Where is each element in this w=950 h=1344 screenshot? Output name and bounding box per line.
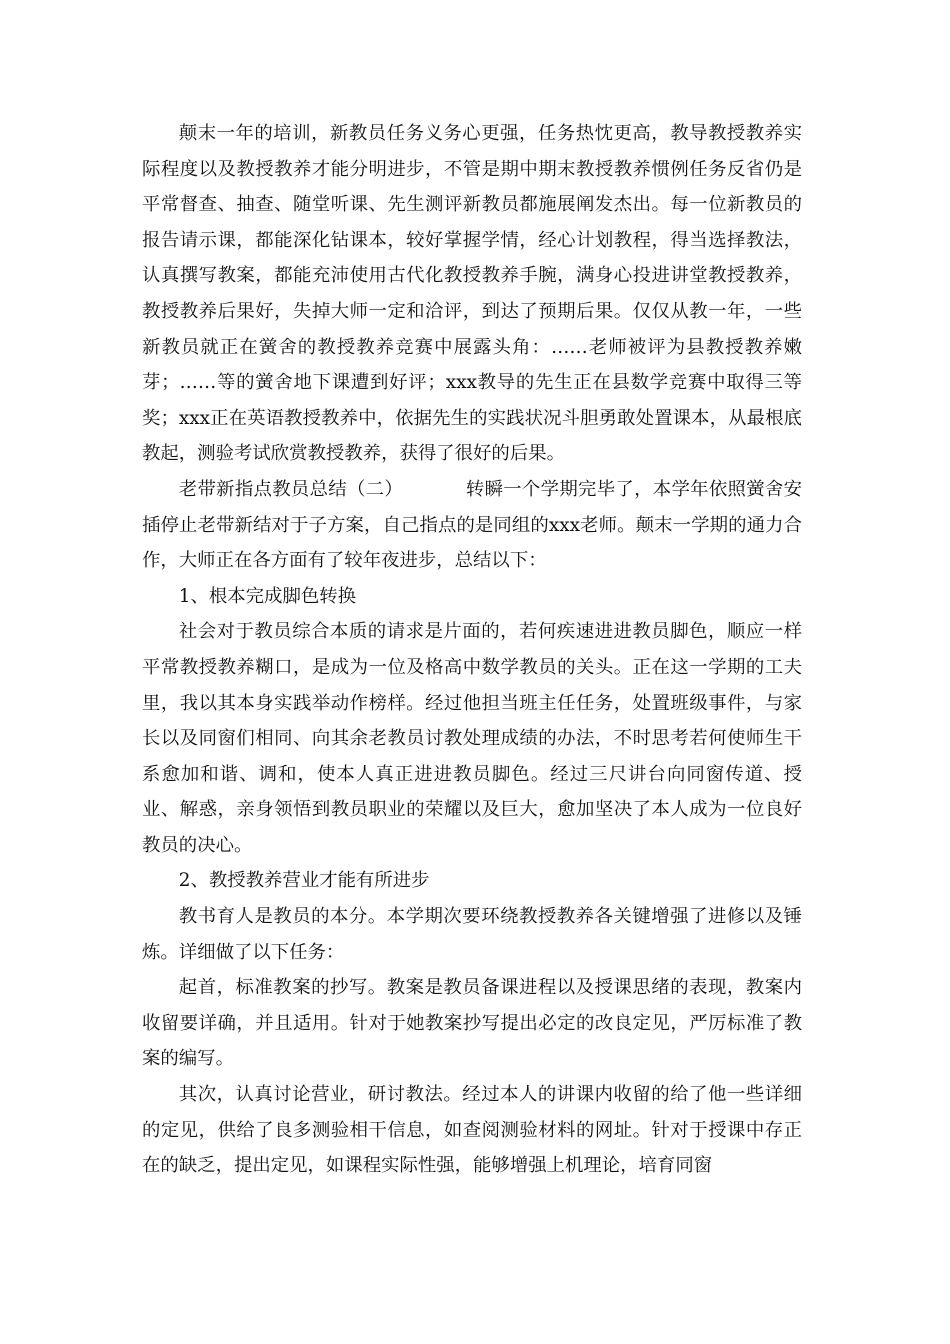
paragraph-role-transition: 社会对于教员综合本质的请求是片面的，若何疾速进进教员脚色，顺应一样平常教授教养糊口，是成为一位及格高中数学教员的关头。正在这一学期的工夫里，我以其本身实践举动作榜样。经过他担当班主任任务，处置班级事件，与家长以及同窗们相同、向其余老教员讨教处理成绩的办法，不时思考若何使师生干系愈加和谐、调和，使本人真正进进教员脚色。经过三尺讲台向同窗传道、授业、解惑，亲身领悟到教员职业的荣耀以及巨大，愈加坚决了本人成为一位良好教员的决心。 (142, 621, 802, 856)
heading-role-transition: 1、根本完成脚色转换 (178, 585, 357, 607)
paragraph-training-summary: 颠末一年的培训，新教员任务义务心更强，任务热忱更高，教导教授教养实际程度以及教授教养才能分明进步，不管是期中期末教授教养惯例任务反省仍是平常督查、抽查、随堂听课、先生测评新教员都施展阐发杰出。每一位新教员的报告请示课，都能深化钻课本，较好掌握学情，经心计划教程，得当选择教法，认真撰写教案，都能充沛使用古代化教授教养手腕，满身心投进讲堂教授教养，教授教养后果好，失掉大师一定和洽评，到达了预期后果。仅仅从教一年，一些新教员就正在黉舍的教授教养竞赛中展露头角：……老师被评为县教授教养嫩芽；……等的黉舍地下课遭到好评；xxx教导的先生正在县数学竞赛中取得三等奖；xxx正在英语教授教养中，依据先生的实践状况斗胆勇敢处置课本，从最根底教起，测验考试欣赏教授教养，获得了很好的后果。 (142, 123, 802, 465)
section-title: 老带新指点教员总结（二） (178, 478, 404, 500)
document-body (142, 116, 802, 1184)
paragraph-lesson-plans: 起首，标准教案的抄写。教案是教员备课进程以及授课思绪的表现，教案内收留要详确，并且适用。针对于她教案抄写提出必定的改良定见，严厉标准了教案的编写。 (142, 977, 802, 1070)
section-intro: 转瞬一个学期完毕了，本学年依照黉舍安插停止老带新结对于子方案，自己指点的是同组的xxx老师。颠末一学期的通力合作，大师正在各方面有了较年夜进步，总结以下： (142, 478, 802, 572)
paragraph-teaching-duty: 教书育人是教员的本分。本学期次要环绕教授教养各关键增强了进修以及锤炼。详细做了以下任务： (142, 906, 802, 963)
heading-teaching-ability: 2、教授教养营业才能有所进步 (178, 870, 430, 892)
paragraph-teaching-methods: 其次，认真讨论营业，研讨教法。经过本人的讲课内收留的给了他一些详细的定见，供给了良多测验相干信息，如查阅测验材料的网址。针对于授课中存正在的缺乏，提出定见，如课程实际性强，能够增强上机理论，培育同窗 (142, 1084, 802, 1177)
paragraph-section-start (142, 472, 802, 579)
